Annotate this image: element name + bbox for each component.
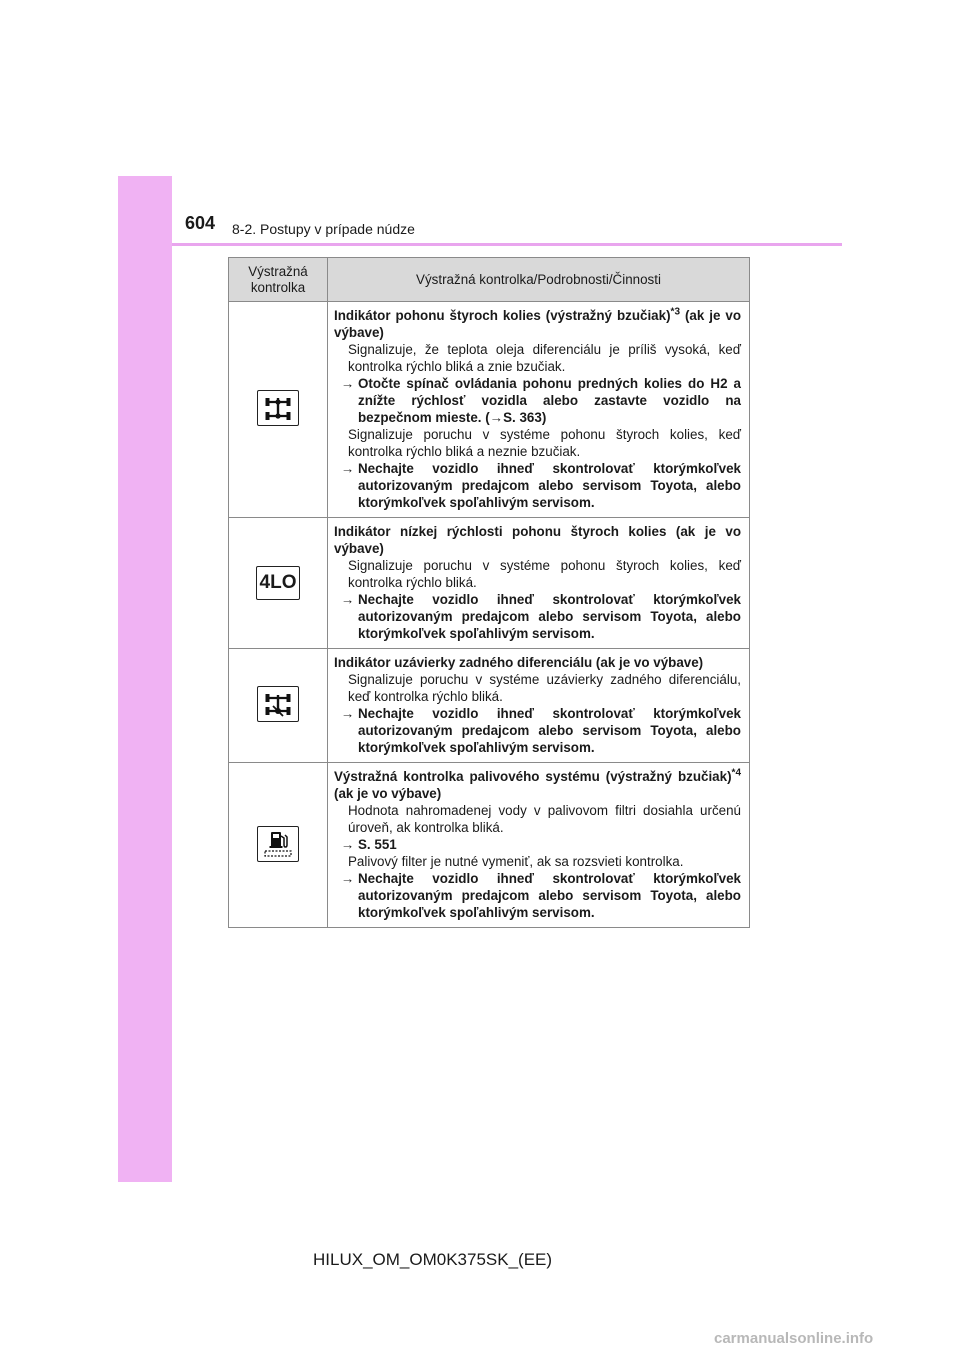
indicator-description: Signalizuje poruchu v systéme pohonu štyroch kolies, keď kontrolka rýchlo bliká a neznie bzučiak. — [348, 427, 741, 459]
indicator-action: → Nechajte vozidlo ihneď skontrolovať ktorýmkoľvek autorizovaným predajcom alebo servisom Toyota, alebo ktorýmkoľvek spoľahlivým servisom. — [341, 871, 741, 920]
watermark: carmanualsonline.info — [714, 1330, 874, 1347]
chapter-side-tab — [118, 176, 172, 1182]
indicator-action: → Nechajte vozidlo ihneď skontrolovať ktorýmkoľvek autorizovaným predajcom alebo servisom Toyota, alebo ktorýmkoľvek spoľahlivým servisom. — [341, 461, 741, 510]
indicator-action: → Otočte spínač ovládania pohonu predných kolies do H2 a znížte rýchlosť vozidla alebo zastavte vozidlo na bezpečnom mieste. (→S. 363) — [341, 376, 741, 425]
indicator-description: Signalizuje poruchu v systéme pohonu štyroch kolies, keď kontrolka rýchlo bliká. — [348, 558, 741, 590]
arrow-icon: → — [341, 592, 355, 607]
arrow-icon: → — [341, 837, 355, 852]
details-cell — [328, 518, 750, 649]
indicator-action: → Nechajte vozidlo ihneď skontrolovať ktorýmkoľvek autorizovaným predajcom alebo servisom Toyota, alebo ktorýmkoľvek spoľahlivým servisom. — [341, 706, 741, 755]
details-cell — [328, 649, 750, 763]
table-row — [229, 763, 750, 928]
indicator-description: Signalizuje, že teplota oleja diferenciálu je príliš vysoká, keď kontrolka rýchlo bliká a znie bzučiak. — [348, 342, 741, 374]
indicator-action — [334, 836, 741, 853]
details-cell — [328, 763, 750, 928]
col-header-details: Výstražná kontrolka/Podrobnosti/Činnosti — [328, 258, 750, 302]
section-title: 8-2. Postupy v prípade núdze — [232, 221, 415, 237]
arrow-icon: → — [341, 871, 355, 886]
details-cell — [328, 302, 750, 518]
table-row — [229, 302, 750, 518]
arrow-icon: → — [341, 376, 355, 391]
page-reference-link[interactable]: S. 363 — [503, 410, 542, 425]
arrow-icon: → — [489, 410, 504, 425]
icon-cell — [229, 518, 328, 649]
indicator-title: Výstražná kontrolka palivového systému (výstražný bzučiak)$^{*4}$ (ak je vo výbave) — [334, 767, 741, 801]
4wd-indicator-icon — [257, 390, 299, 426]
icon-cell — [229, 649, 328, 763]
indicator-description: Palivový filter je nutné vymeniť, ak sa rozsvieti kontrolka. — [348, 854, 684, 869]
indicator-description: Signalizuje poruchu v systéme uzávierky zadného diferenciálu, keď kontrolka rýchlo bliká. — [348, 672, 741, 704]
indicator-title: Indikátor uzávierky zadného diferenciálu (ak je vo výbave) — [334, 655, 704, 670]
warning-light-table — [228, 257, 750, 928]
icon-cell — [229, 302, 328, 518]
indicator-title: Indikátor nízkej rýchlosti pohonu štyroch kolies (ak je vo výbave) — [334, 524, 741, 556]
4lo-indicator-icon: 4LO — [256, 566, 301, 600]
page-reference-link[interactable]: S. 551 — [358, 837, 397, 852]
header-rule — [172, 243, 842, 246]
arrow-icon: → — [341, 461, 355, 476]
table-row — [229, 518, 750, 649]
fuel-system-warning-icon — [257, 826, 299, 862]
page-number: 604 — [185, 213, 216, 233]
indicator-title: Indikátor pohonu štyroch kolies (výstražný bzučiak)$^{*3}$ (ak je vo výbave) — [334, 306, 742, 340]
arrow-icon: → — [341, 706, 355, 721]
document-code: HILUX_OM_OM0K375SK_(EE) — [313, 1250, 553, 1269]
table-header-row — [229, 258, 750, 302]
table-row — [229, 649, 750, 763]
icon-cell — [229, 763, 328, 928]
rear-diff-lock-icon — [257, 686, 299, 722]
col-header-indicator: Výstražná kontrolka — [229, 258, 328, 302]
indicator-action: → Nechajte vozidlo ihneď skontrolovať ktorýmkoľvek autorizovaným predajcom alebo servisom Toyota, alebo ktorýmkoľvek spoľahlivým servisom. — [341, 592, 741, 641]
indicator-description: Hodnota nahromadenej vody v palivovom filtri dosiahla určenú úroveň, ak kontrolka bliká. — [348, 803, 741, 835]
